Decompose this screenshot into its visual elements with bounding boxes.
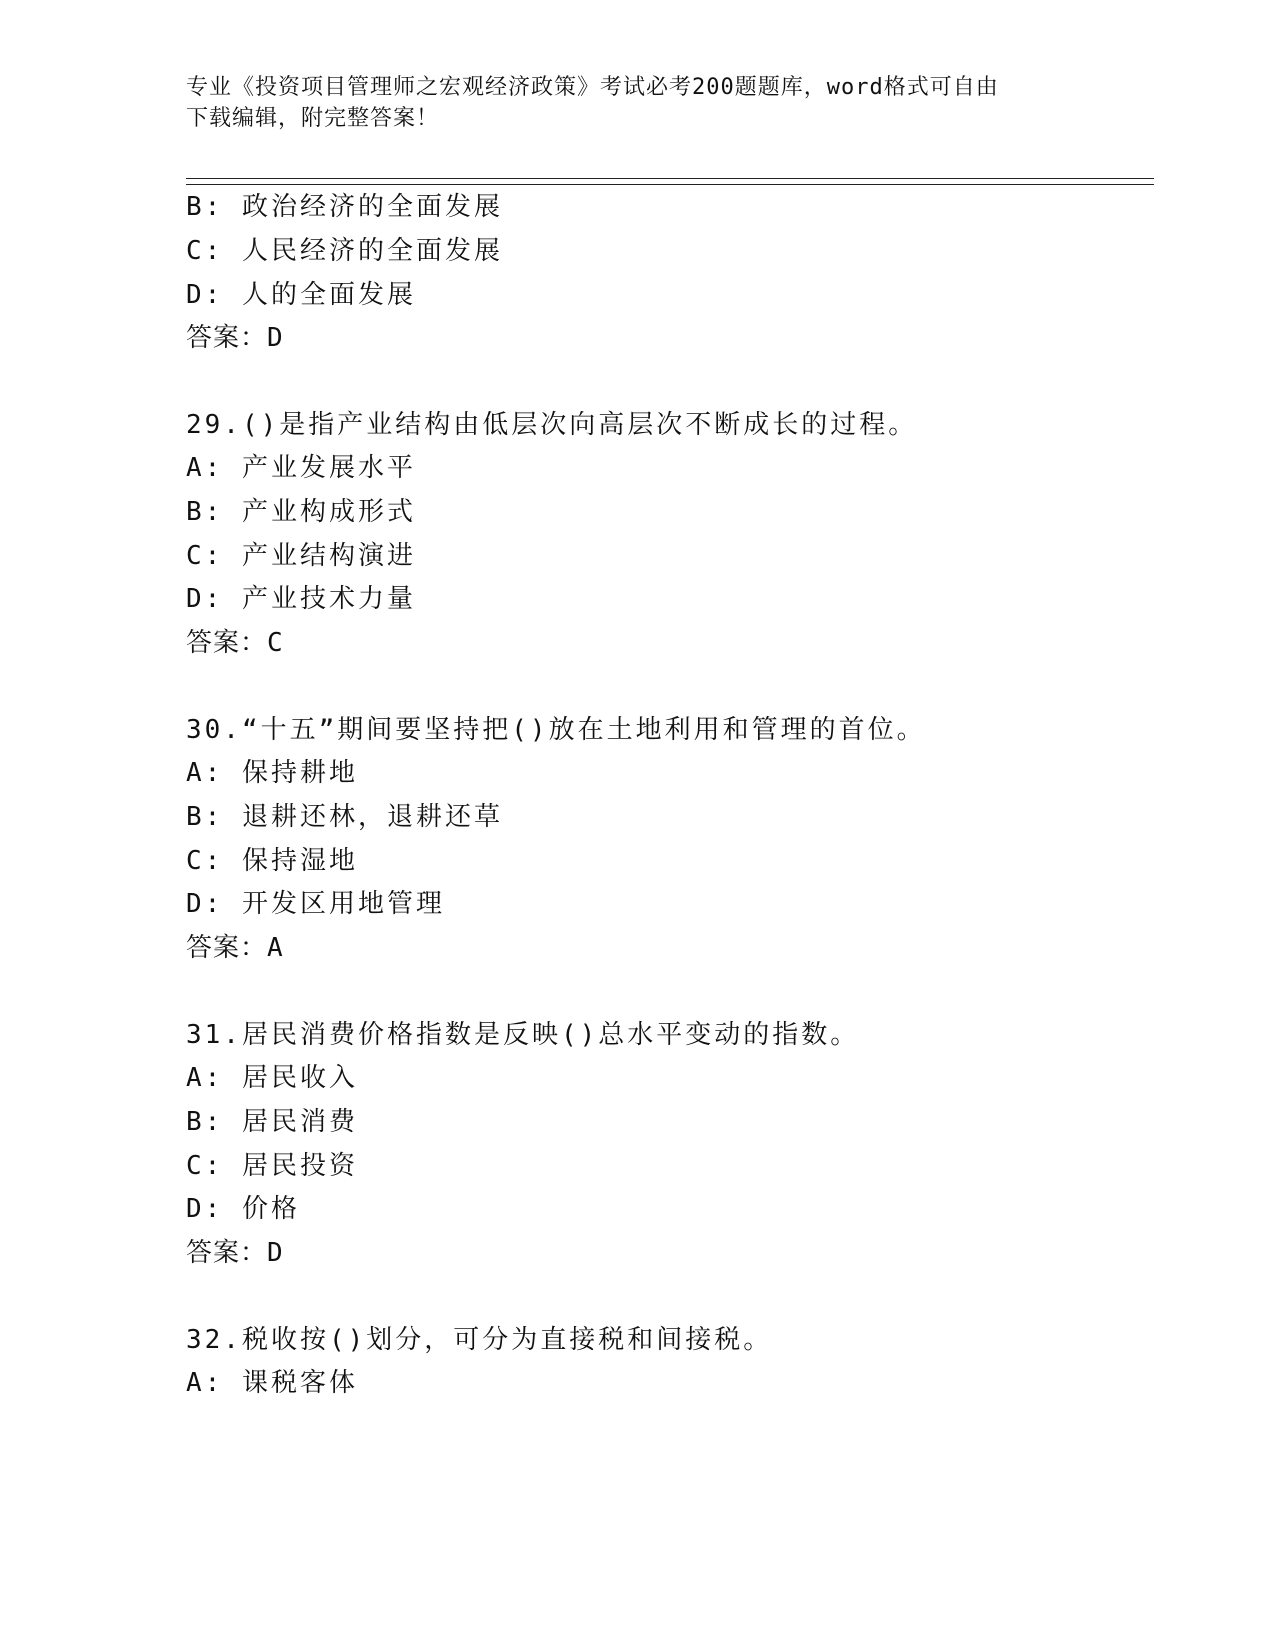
option-d: D: 价格 bbox=[186, 1194, 300, 1224]
header-divider-top bbox=[186, 178, 1154, 179]
option-c: C: 保持湿地 bbox=[186, 846, 358, 876]
question-32: 32.税收按()划分，可分为直接税和间接税。 bbox=[186, 1325, 773, 1355]
option-c: C: 居民投资 bbox=[186, 1151, 358, 1181]
option-d: D: 人的全面发展 bbox=[186, 280, 416, 310]
option-a: A: 课税客体 bbox=[186, 1368, 358, 1398]
answer: 答案：A bbox=[186, 933, 284, 963]
question-31: 31.居民消费价格指数是反映()总水平变动的指数。 bbox=[186, 1020, 860, 1050]
option-d: D: 开发区用地管理 bbox=[186, 889, 445, 919]
option-a: A: 保持耕地 bbox=[186, 758, 358, 788]
header-divider-bottom bbox=[186, 184, 1154, 185]
answer: 答案：D bbox=[186, 1238, 284, 1268]
option-b: B: 居民消费 bbox=[186, 1107, 358, 1137]
option-b: B: 政治经济的全面发展 bbox=[186, 192, 503, 222]
option-a: A: 产业发展水平 bbox=[186, 453, 416, 483]
option-c: C: 人民经济的全面发展 bbox=[186, 236, 503, 266]
answer: 答案：D bbox=[186, 323, 284, 353]
header-line-2: 下载编辑，附完整答案！ bbox=[186, 106, 440, 131]
option-c: C: 产业结构演进 bbox=[186, 541, 416, 571]
question-29: 29.()是指产业结构由低层次向高层次不断成长的过程。 bbox=[186, 410, 918, 440]
option-b: B: 产业构成形式 bbox=[186, 497, 416, 527]
answer: 答案：C bbox=[186, 628, 284, 658]
option-b: B: 退耕还林，退耕还草 bbox=[186, 802, 503, 832]
option-d: D: 产业技术力量 bbox=[186, 584, 416, 614]
question-30: 30.“十五”期间要坚持把()放在土地利用和管理的首位。 bbox=[186, 715, 926, 745]
header-line-1: 专业《投资项目管理师之宏观经济政策》考试必考200题题库，word格式可自由 bbox=[186, 75, 999, 100]
option-a: A: 居民收入 bbox=[186, 1063, 358, 1093]
document-header bbox=[186, 72, 1086, 134]
